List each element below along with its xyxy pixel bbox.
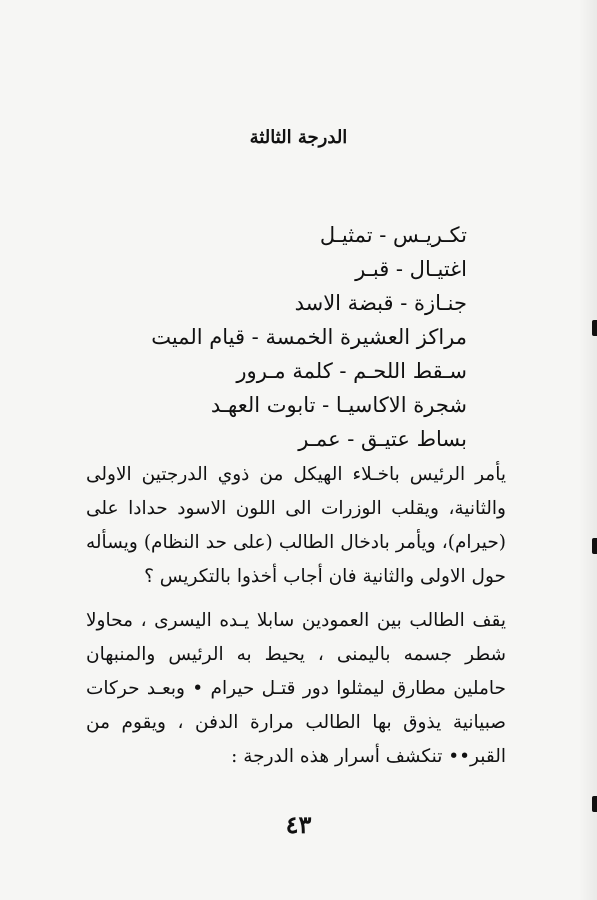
page-edge-mark (592, 796, 597, 812)
page-edge-mark (592, 320, 597, 336)
term-line: اغتيـال - قبـر (355, 257, 467, 281)
page-number: ٤٣ (285, 810, 312, 839)
term-line: جنـازة - قبضة الاسد (294, 291, 467, 315)
paragraph-dedication: يأمر الرئيس باخـلاء الهيكل من ذوي الدرجتين الاولى والثانية، ويقلب الوزرات الى اللون الاسود حدادا على (حيرام)، ويأمر بادخال الطالب (على حد النظام) ويسأله حول الاولى والثانية فان أجاب أخذوا بالتكريس ؟ (86, 464, 506, 587)
page-edge-mark (592, 538, 597, 554)
term-line: مراكز العشيرة الخمسة - قيام الميت (151, 325, 467, 349)
chapter-title: الدرجة الثالثة (249, 127, 348, 148)
degree-terms-list (107, 218, 467, 456)
term-line: بساط عتيـق - عمـر (298, 427, 467, 451)
term-line: شجرة الاكاسيـا - تابوت العهـد (210, 393, 467, 417)
paragraph-ritual: يقف الطالب بين العمودين سابلا يـده اليسرى ، محاولا شطر جسمه باليمنى ، يحيط به الرئيس والمنبهان حاملين مطارق ليمثلوا دور قتـل حيرام • وبعـد حركات صبيانية يذوق بها الطالب مرارة الدفن ، ويقوم من القبر•• تنكشف أسرار هذه الدرجة : (86, 610, 506, 767)
term-line: سـقط اللحـم - كلمة مـرور (236, 359, 467, 383)
term-line: تكـريـس - تمثيـل (319, 223, 467, 247)
